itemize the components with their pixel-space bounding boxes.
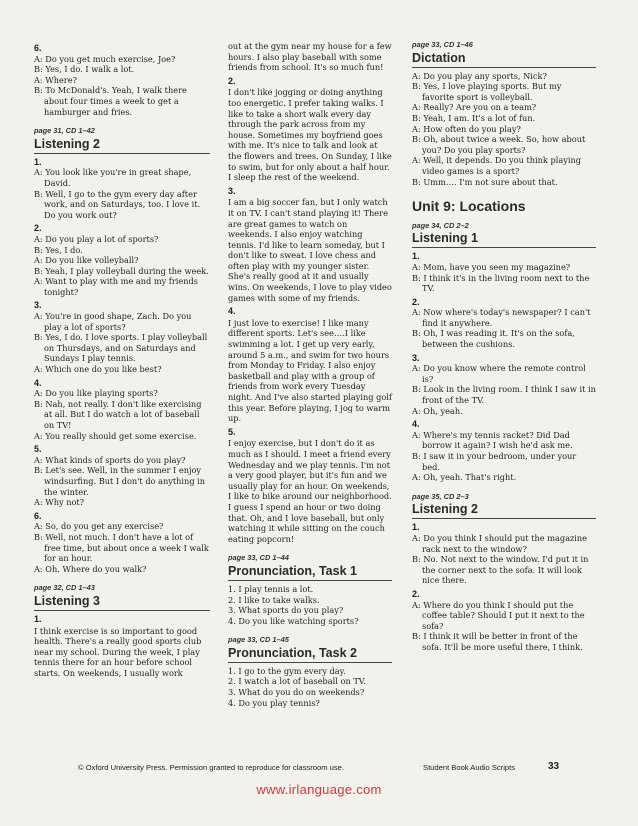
dialogue-line: B: Yes, I love playing sports. But my favorite sport is volleyball. <box>412 81 562 102</box>
script-paragraph: I enjoy exercise, but I don't do it as much as I should. I meet a friend every Wednesday and we play tennis. I'm not a very good player, but it's fun and we usually play for an hour. On weekends, I like to bike around our neighborhood. I guess I spend an hour or two doing that. Oh, and I love baseball, but only watching it while sitting on the couch eating popcorn! <box>228 438 392 544</box>
dialogue-line: A: Which one do you like best? <box>34 364 162 375</box>
dialogue-line: B: Yes, I do. I love sports. I play volleyball on Thursdays, and on Saturdays and Sundays I play tennis. <box>34 332 208 364</box>
dialogue-line: A: Do you think I should put the magazine rack next to the window? <box>412 532 588 554</box>
dialogue-line: B: To McDonald's. Yeah, I walk there about four times a week to get a hamburger and fries. <box>34 85 187 117</box>
script-paragraph: I just love to exercise! I like many different sports. Let's see….I like swimming a lot. I get up very early, around 5 a.m., and swim for two hours from Monday to Friday. I also enjoy basketball and play with a group of friends from work every Tuesday night. And I've also started playing golf this year. Before playing, I jog to warm up. <box>228 317 392 424</box>
copyright-notice: © Oxford University Press. Permission granted to reproduce for classroom use. <box>78 763 344 772</box>
dialogue-line: B: Nah, not really. I don't like exercising at all. But I do watch a lot of baseball on TV! <box>34 398 202 430</box>
source-reference: page 34, CD 2–2 <box>412 220 469 230</box>
item-number: 4. <box>228 306 236 317</box>
dialogue-line: B: I think it's in the living room next to the TV. <box>412 272 590 294</box>
dialogue-line: B: Yes, I do. I walk a lot. <box>34 64 135 75</box>
item-number: 2. <box>228 75 236 86</box>
dialogue-line: A: Do you play any sports, Nick? <box>412 70 547 81</box>
dialogue-line: B: Well, not much. I don't have a lot of free time, but about once a week I walk for an hour. <box>34 531 209 564</box>
dialogue-line: A: Do you like volleyball? <box>34 255 139 266</box>
item-number: 2. <box>412 296 420 307</box>
dialogue-line: A: Oh, yeah. <box>412 405 463 416</box>
dialogue-line: A: Where do you think I should put the coffee table? Should I put it next to the sofa? <box>412 599 585 631</box>
dialogue-line: B: I think it will be better in front of the sofa. It'll be more useful there, I think. <box>412 631 583 652</box>
script-paragraph: I don't like jogging or doing anything too energetic. I prefer taking walks. I like to take a short walk every day through the park across from my house. Sometimes my boyfriend goes with me. It's nice to talk and look at the flowers and trees. On Sunday, I like to swim, but for only about a half hour. I sleep the rest of the weekend. <box>228 87 392 183</box>
source-reference: page 33, CD 1–45 <box>228 635 289 645</box>
item-number: 6. <box>34 510 42 521</box>
dialogue-line: A: You really should get some exercise. <box>34 430 197 441</box>
item-number: 2. <box>34 223 42 234</box>
dialogue-line: A: Oh. Where do you walk? <box>34 563 147 574</box>
dialogue-line: A: Mom, have you seen my magazine? <box>412 261 571 272</box>
dialogue-line: B: Look in the living room. I think I saw it in front of the TV. <box>412 384 596 406</box>
section-heading: Dictation <box>412 51 596 68</box>
dialogue-line: A: Do you like playing sports? <box>34 388 158 399</box>
source-reference: page 31, CD 1–42 <box>34 126 95 136</box>
dialogue-line: B: Yeah, I play volleyball during the week. <box>34 265 209 276</box>
dialogue-line: 1. I go to the gym every day. <box>228 665 346 676</box>
dialogue-line: A: You're in good shape, Zach. Do you play a lot of sports? <box>34 311 192 332</box>
dialogue-line: 1. I play tennis a lot. <box>228 583 314 594</box>
section-heading: Listening 3 <box>34 594 210 611</box>
item-number: 2. <box>412 588 420 599</box>
dialogue-line: 2. I watch a lot of baseball on TV. <box>228 676 366 687</box>
dialogue-line: 3. What do you do on weekends? <box>228 687 365 698</box>
dialogue-line: B: Oh, I was reading it. It's on the sofa, between the cushions. <box>412 328 575 350</box>
dialogue-line: A: Where? <box>34 74 77 85</box>
item-number: 1. <box>412 251 420 262</box>
section-heading: Listening 2 <box>412 502 596 519</box>
dialogue-line: A: Where's my tennis racket? Did Dad borrow it again? I wish he'd ask me. <box>412 429 573 451</box>
script-paragraph: I think exercise is so important to good health. There's a really good sports club near my school. During the week, I play tennis there for an hour before school starts. On weekends, I usually work <box>34 625 202 678</box>
dialogue-line: A: Do you know where the remote control is? <box>412 363 586 384</box>
source-reference: page 33, CD 1–46 <box>412 40 473 49</box>
dialogue-line: 2. I like to take walks. <box>228 594 320 605</box>
item-number: 1. <box>34 613 42 624</box>
dialogue-line: A: Do you play a lot of sports? <box>34 233 159 244</box>
unit-title: Unit 9: Locations <box>412 198 526 215</box>
section-heading: Pronunciation, Task 2 <box>228 646 392 663</box>
page-number: 33 <box>548 761 560 772</box>
dialogue-line: A: How often do you play? <box>412 123 521 134</box>
dialogue-line: A: What kinds of sports do you play? <box>34 454 186 465</box>
dialogue-line: A: Want to play with me and my friends tonight? <box>34 276 198 297</box>
item-number: 1. <box>34 156 42 167</box>
book-section-title: Student Book Audio Scripts <box>423 763 516 772</box>
dialogue-line: A: Do you get much exercise, Joe? <box>34 53 176 64</box>
item-number: 4. <box>412 419 420 430</box>
source-reference: page 35, CD 2–3 <box>412 491 469 501</box>
item-number: 3. <box>34 300 42 311</box>
dialogue-line: 3. What sports do you play? <box>228 605 344 616</box>
dialogue-line: B: I saw it in your bedroom, under your bed. <box>412 451 577 472</box>
column-right <box>412 40 596 653</box>
dialogue-line: A: So, do you get any exercise? <box>34 521 164 532</box>
dialogue-line: A: Oh, yeah. That's right. <box>412 472 517 483</box>
section-heading: Listening 2 <box>34 137 210 154</box>
script-paragraph: I am a big soccer fan, but I only watch it on TV. I can't stand playing it! There are great games to watch on weekends. I also enjoy watching tennis. I'd like to learn someday, but I don't like to sweat. I love chess and often play with my younger sister. She's really good at it and usually wins. On weekends, I love to play video games with some of my friends. <box>228 197 392 303</box>
item-number: 3. <box>228 185 236 196</box>
dialogue-line: B: No. Not next to the window. I'd put it in the corner next to the sofa. It will look nice there. <box>412 554 589 586</box>
dialogue-line: B: Yes, I do. <box>34 244 83 255</box>
item-number: 5. <box>228 426 236 437</box>
column-left <box>34 40 210 678</box>
section-heading: Listening 1 <box>412 231 596 248</box>
dialogue-line: A: Really? Are you on a team? <box>412 102 537 113</box>
dialogue-line: A: Why not? <box>34 497 85 508</box>
website-watermark[interactable]: www.irlanguage.com <box>256 782 382 797</box>
dialogue-line: A: Now where's today's newspaper? I can't find it anywhere. <box>412 307 591 328</box>
source-reference: page 32, CD 1–43 <box>34 583 95 593</box>
dialogue-line: A: You look like you're in great shape, David. <box>34 167 192 188</box>
script-paragraph: out at the gym near my house for a few hours. I also play baseball with some friends from school. It's so much fun! <box>228 41 392 73</box>
dialogue-line: B: Umm…. I'm not sure about that. <box>412 176 558 187</box>
item-number: 4. <box>34 377 42 388</box>
dialogue-line: B: Well, I go to the gym every day after work, and on Saturdays, too. I love it. Do you work out? <box>34 188 201 220</box>
item-number: 1. <box>412 522 420 533</box>
section-heading: Pronunciation, Task 1 <box>228 564 392 581</box>
dialogue-line: 4. Do you play tennis? <box>228 697 320 708</box>
item-number: 5. <box>34 444 42 455</box>
dialogue-line: B: Let's see. Well, in the summer I enjoy windsurfing. But I don't do anything in the winter. <box>34 465 206 497</box>
item-number: 6. <box>34 43 42 53</box>
dialogue-line: 4. Do you like watching sports? <box>228 615 359 626</box>
item-number: 3. <box>412 352 420 363</box>
column-middle <box>228 40 392 708</box>
dialogue-line: A: Well, it depends. Do you think playing video games is a sport? <box>412 155 581 176</box>
dialogue-line: B: Yeah, I am. It's a lot of fun. <box>412 112 536 123</box>
source-reference: page 33, CD 1–44 <box>228 553 289 563</box>
dialogue-line: B: Oh, about twice a week. So, how about you? Do you play sports? <box>412 134 586 155</box>
